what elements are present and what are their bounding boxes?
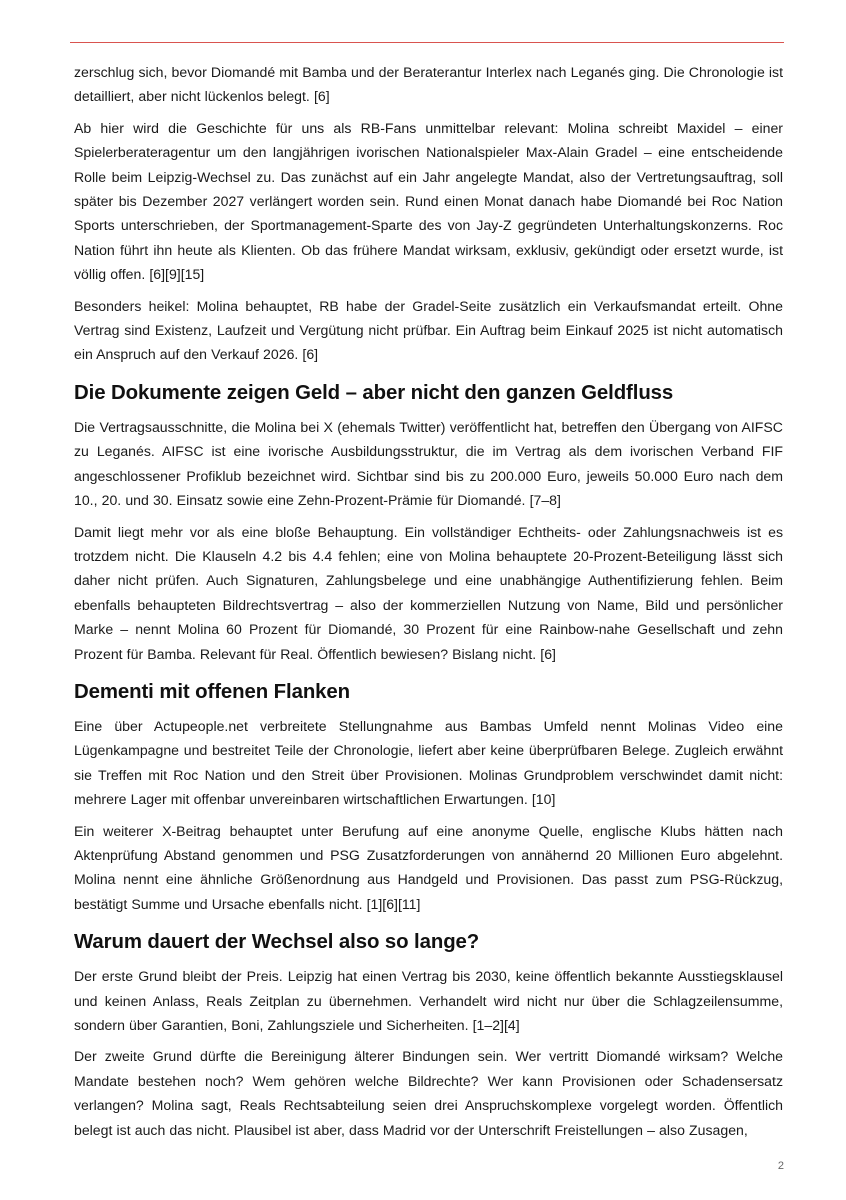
section-heading: Dementi mit offenen Flanken — [74, 680, 351, 703]
paragraph: Ab hier wird die Geschichte für uns als RB-Fans unmittelbar relevant: Molina schreibt Maxidel – einer Spielerberateragentur um den langjährigen ivorischen Nationalspieler Max-Alain Gradel – eine entscheidende Rolle beim Leipzig-Wechsel zu. Das zunächst auf ein Jahr angelegte Mandat, also der Vertretungsauftrag, soll später bis Dezember 2027 verlängert worden sein. Rund einen Monat danach habe Diomandé bei Roc Nation Sports unterschrieben, der Sportmanagement-Sparte des von Jay-Z gegründeten Unterhaltungskonzerns. Roc Nation führt ihn heute als Klienten. Ob das frühere Mandat wirksam, exklusiv, gekündigt oder ersetzt wurde, ist völlig offen. [6][9][15] — [74, 119, 783, 283]
paragraph: Besonders heikel: Molina behauptet, RB habe der Gradel-Seite zusätzlich ein Verkaufsmandat erteilt. Ohne Vertrag sind Existenz, Laufzeit und Vergütung nicht prüfbar. Ein Auftrag beim Einkauf 2025 ist nicht automatisch ein Anspruch auf den Verkauf 2026. [6] — [74, 297, 783, 363]
paragraph: zerschlug sich, bevor Diomandé mit Bamba und der Beraterantur Interlex nach Leganés ging. Die Chronologie ist detailliert, aber nicht lückenlos belegt. [6] — [74, 64, 783, 105]
paragraph: Die Vertragsausschnitte, die Molina bei X (ehemals Twitter) veröffentlicht hat, betreffen den Übergang von AIFSC zu Leganés. AIFSC ist eine ivorische Ausbildungsstruktur, die im Vertrag als dem ivorischen Verband FIF angeschlossener Profiklub bezeichnet wird. Sichtbar sind bis zu 200.000 Euro, jeweils 50.000 Euro nach dem 10., 20. und 30. Einsatz sowie eine Zehn-Prozent-Prämie für Diomandé. [7–8] — [74, 418, 783, 509]
paragraph: Eine über Actupeople.net verbreitete Stellungnahme aus Bambas Umfeld nennt Molinas Video eine Lügenkampagne und bestreitet Teile der Chronologie, liefert aber keine überprüfbaren Belege. Zugleich erwähnt sie Treffen mit Roc Nation und den Streit über Provisionen. Molinas Grundproblem verschwindet damit nicht: mehrere Lager mit offenbar unvereinbaren wirtschaftlichen Erwartungen. [10] — [74, 717, 783, 808]
paragraph: Damit liegt mehr vor als eine bloße Behauptung. Ein vollständiger Echtheits- oder Zahlungsnachweis ist es trotzdem nicht. Die Klauseln 4.2 bis 4.4 fehlen; eine von Molina behauptete 20-Prozent-Beteiligung lässt sich daher nicht prüfen. Auch Signaturen, Zahlungsbelege und eine unabhängige Authentifizierung fehlen. Beim ebenfalls behaupteten Bildrechtsvertrag – also der kommerziellen Nutzung von Name, Bild und persönlicher Marke – nennt Molina 60 Prozent für Diomandé, 30 Prozent für eine Rainbow-nahe Gesellschaft und zehn Prozent für Bamba. Relevant für Real. Öffentlich bewiesen? Bislang nicht. [6] — [74, 523, 783, 662]
paragraph: Ein weiterer X-Beitrag behauptet unter Berufung auf eine anonyme Quelle, englische Klubs hätten nach Aktenprüfung Abstand genommen und PSG Zusatzforderungen von annähernd 20 Millionen Euro abgelehnt. Molina nennt eine ähnliche Größenordnung aus Handgeld und Provisionen. Das passt zum PSG-Rückzug, bestätigt Summe und Ursache ebenfalls nicht. [1][6][11] — [74, 822, 783, 912]
header-rule — [70, 42, 784, 43]
paragraph: Der erste Grund bleibt der Preis. Leipzig hat einen Vertrag bis 2030, keine öffentlich bekannte Ausstiegsklausel und keinen Anlass, Reals Zeitplan zu übernehmen. Verhandelt wird nicht nur über die Schlagzeilensumme, sondern über Garantien, Boni, Zahlungsziele und Sicherheiten. [1–2][4] — [74, 968, 783, 1033]
section-heading: Die Dokumente zeigen Geld – aber nicht den ganzen Geldfluss — [74, 381, 674, 404]
paragraph: Der zweite Grund dürfte die Bereinigung älterer Bindungen sein. Wer vertritt Diomandé wirksam? Welche Mandate bestehen noch? Wem gehören welche Bildrechte? Wer kann Provisionen oder Schadensersatz verlangen? Molina sagt, Reals Rechtsabteilung seien drei Anspruchskomplexe vorgelegt worden. Öffentlich belegt ist auch das nicht. Plausibel ist aber, dass Madrid vor der Unterschrift Freistellungen – also Zusagen, — [74, 1048, 783, 1138]
page-number: 2 — [777, 1160, 784, 1172]
section-heading: Warum dauert der Wechsel also so lange? — [74, 931, 480, 954]
document-body — [74, 60, 783, 1149]
